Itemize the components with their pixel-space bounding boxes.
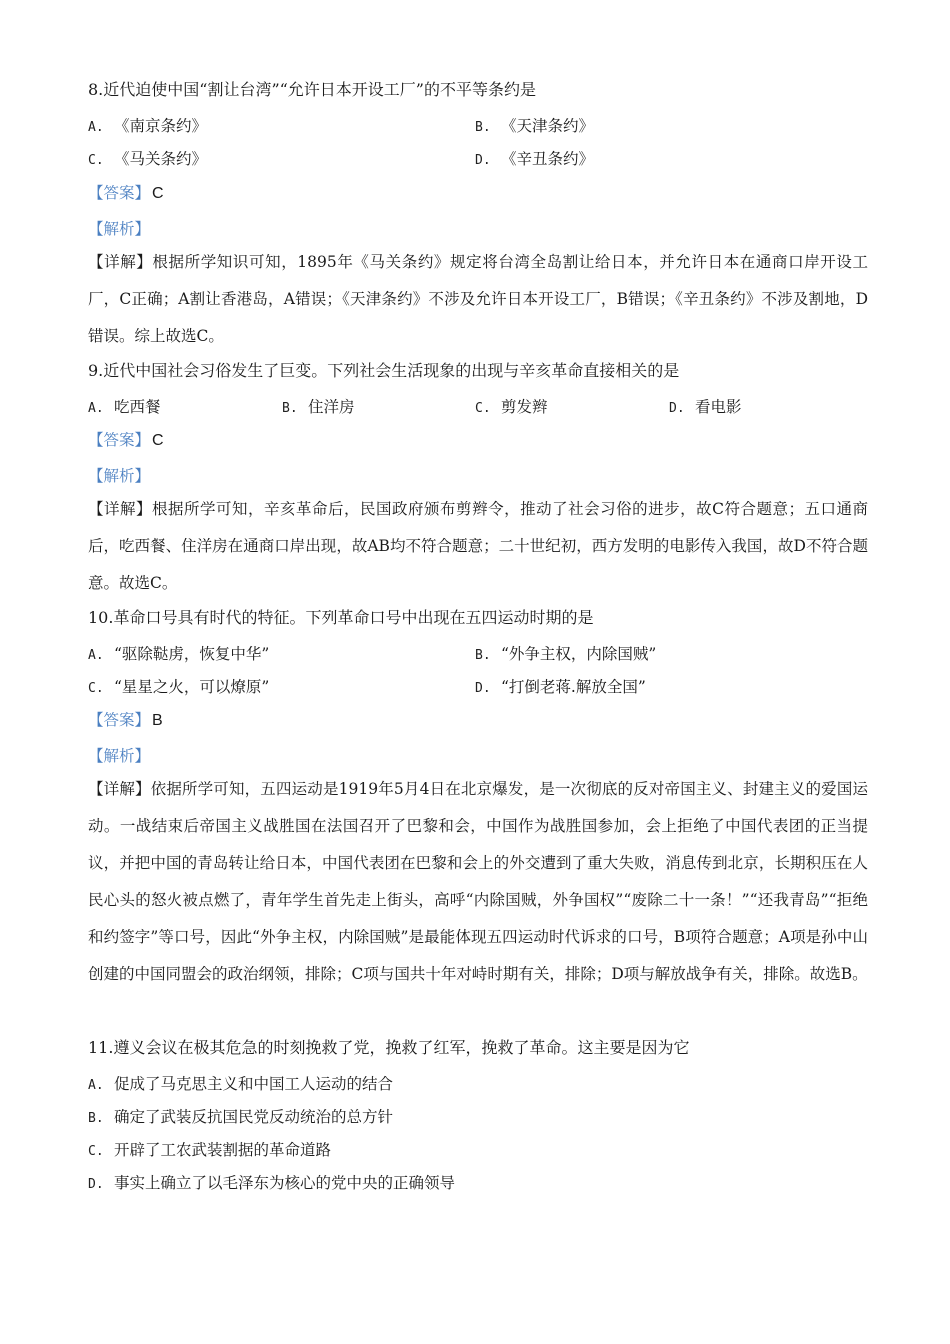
- question-10-answer: [88, 709, 163, 732]
- option-letter: C.: [88, 153, 104, 168]
- question-9-option-a: [88, 396, 161, 420]
- question-8-stem: 8.近代迫使中国“割让台湾”“允许日本开设工厂”的不平等条约是: [88, 80, 536, 99]
- option-text: 吃西餐: [114, 398, 161, 416]
- answer-value: C: [152, 185, 164, 202]
- option-text: 《辛丑条约》: [501, 150, 595, 168]
- option-letter: D.: [475, 153, 491, 168]
- answer-label: 【答案】: [88, 431, 151, 449]
- analysis-label: 【解析】: [88, 220, 151, 238]
- option-text: 《马关条约》: [114, 150, 208, 168]
- option-letter: B.: [88, 1111, 104, 1126]
- detail-text: 根据所学知识可知，1895年《马关条约》规定将台湾全岛割让给日本，并允许日本在通商口岸开设工厂，C正确；A割让香港岛，A错误；《天津条约》不涉及允许日本开设工厂，B错误；《辛丑条约》不涉及割地，D错误。综上故选C。: [88, 253, 868, 345]
- option-text: “外争主权，内除国贼”: [501, 645, 657, 663]
- answer-value: B: [152, 712, 163, 729]
- option-letter: C.: [88, 681, 104, 696]
- question-10-option-b: [475, 643, 656, 667]
- question-11-option-d: [88, 1172, 455, 1196]
- question-8-option-c: [88, 148, 207, 172]
- option-text: 看电影: [695, 398, 742, 416]
- option-letter: D.: [88, 1177, 104, 1192]
- question-9-answer: [88, 429, 164, 452]
- question-11-option-b: [88, 1106, 393, 1130]
- option-text: 剪发辫: [501, 398, 548, 416]
- option-text: 《南京条约》: [114, 117, 208, 135]
- option-letter: D.: [475, 681, 491, 696]
- detail-label: 【详解】: [88, 500, 153, 518]
- option-text: 促成了马克思主义和中国工人运动的结合: [114, 1075, 394, 1093]
- analysis-label: 【解析】: [88, 467, 151, 485]
- option-text: 《天津条约》: [501, 117, 595, 135]
- analysis-label: 【解析】: [88, 747, 151, 765]
- option-letter: C.: [88, 1144, 104, 1159]
- detail-label: 【详解】: [88, 780, 151, 798]
- option-text: “打倒老蒋.解放全国”: [501, 678, 646, 696]
- option-text: 确定了武装反抗国民党反动统治的总方针: [114, 1108, 394, 1126]
- question-10-analysis-label: [88, 745, 150, 767]
- option-letter: B.: [475, 120, 491, 135]
- question-9-detail: [88, 491, 868, 602]
- question-9-option-b: [282, 396, 355, 420]
- question-8-option-b: [475, 115, 594, 139]
- option-text: “驱除鞑虏，恢复中华”: [114, 645, 270, 663]
- question-9-analysis-label: [88, 465, 150, 487]
- question-8-detail: [88, 244, 868, 355]
- question-9-option-c: [475, 396, 548, 420]
- option-letter: B.: [475, 648, 491, 663]
- question-9-option-d: [669, 396, 742, 420]
- question-8-answer: [88, 182, 164, 205]
- answer-label: 【答案】: [88, 184, 151, 202]
- question-10-detail: [88, 771, 868, 993]
- detail-text: 依据所学可知，五四运动是1919年5月4日在北京爆发，是一次彻底的反对帝国主义、封建主义的爱国运动。一战结束后帝国主义战胜国在法国召开了巴黎和会，中国作为战胜国参加，会上拒绝了中国代表团的正当提议，并把中国的青岛转让给日本，中国代表团在巴黎和会上的外交遭到了重大失败，消息传到北京，长期积压在人民心头的怒火被点燃了，青年学生首先走上街头，高呼“内除国贼，外争国权”“废除二十一条！”“还我青岛”“拒绝和约签字”等口号，因此“外争主权，内除国贼”是最能体现五四运动时代诉求的口号，B项符合题意；A项是孙中山创建的中国同盟会的政治纲领，排除；C项与国共十年对峙时期有关，排除；D项与解放战争有关，排除。故选B。: [88, 780, 868, 983]
- question-11-option-a: [88, 1073, 393, 1097]
- question-11-stem: 11.遵义会议在极其危急的时刻挽救了党，挽救了红军，挽救了革命。这主要是因为它: [88, 1038, 690, 1057]
- option-letter: A.: [88, 401, 104, 416]
- question-10-option-c: [88, 676, 269, 700]
- question-10-option-a: [88, 643, 269, 667]
- option-letter: A.: [88, 120, 104, 135]
- option-text: “星星之火，可以燎原”: [114, 678, 270, 696]
- option-text: 事实上确立了以毛泽东为核心的党中央的正确领导: [114, 1174, 456, 1192]
- option-letter: A.: [88, 1078, 104, 1093]
- option-letter: A.: [88, 648, 104, 663]
- question-8-option-a: [88, 115, 207, 139]
- question-8-option-d: [475, 148, 594, 172]
- option-letter: D.: [669, 401, 685, 416]
- option-text: 开辟了工农武装割据的革命道路: [114, 1141, 332, 1159]
- detail-text: 根据所学可知，辛亥革命后，民国政府颁布剪辫令，推动了社会习俗的进步，故C符合题意；五口通商后，吃西餐、住洋房在通商口岸出现，故AB均不符合题意；二十世纪初，西方发明的电影传入我国，故D不符合题意。故选C。: [88, 500, 868, 592]
- detail-label: 【详解】: [88, 253, 153, 271]
- option-letter: C.: [475, 401, 491, 416]
- answer-value: C: [152, 432, 164, 449]
- question-10-stem: 10.革命口号具有时代的特征。下列革命口号中出现在五四运动时期的是: [88, 608, 594, 627]
- answer-label: 【答案】: [88, 711, 151, 729]
- option-letter: B.: [282, 401, 298, 416]
- question-9-stem: 9.近代中国社会习俗发生了巨变。下列社会生活现象的出现与辛亥革命直接相关的是: [88, 361, 680, 380]
- question-11-option-c: [88, 1139, 331, 1163]
- question-8-analysis-label: [88, 218, 150, 240]
- option-text: 住洋房: [308, 398, 355, 416]
- question-10-option-d: [475, 676, 646, 700]
